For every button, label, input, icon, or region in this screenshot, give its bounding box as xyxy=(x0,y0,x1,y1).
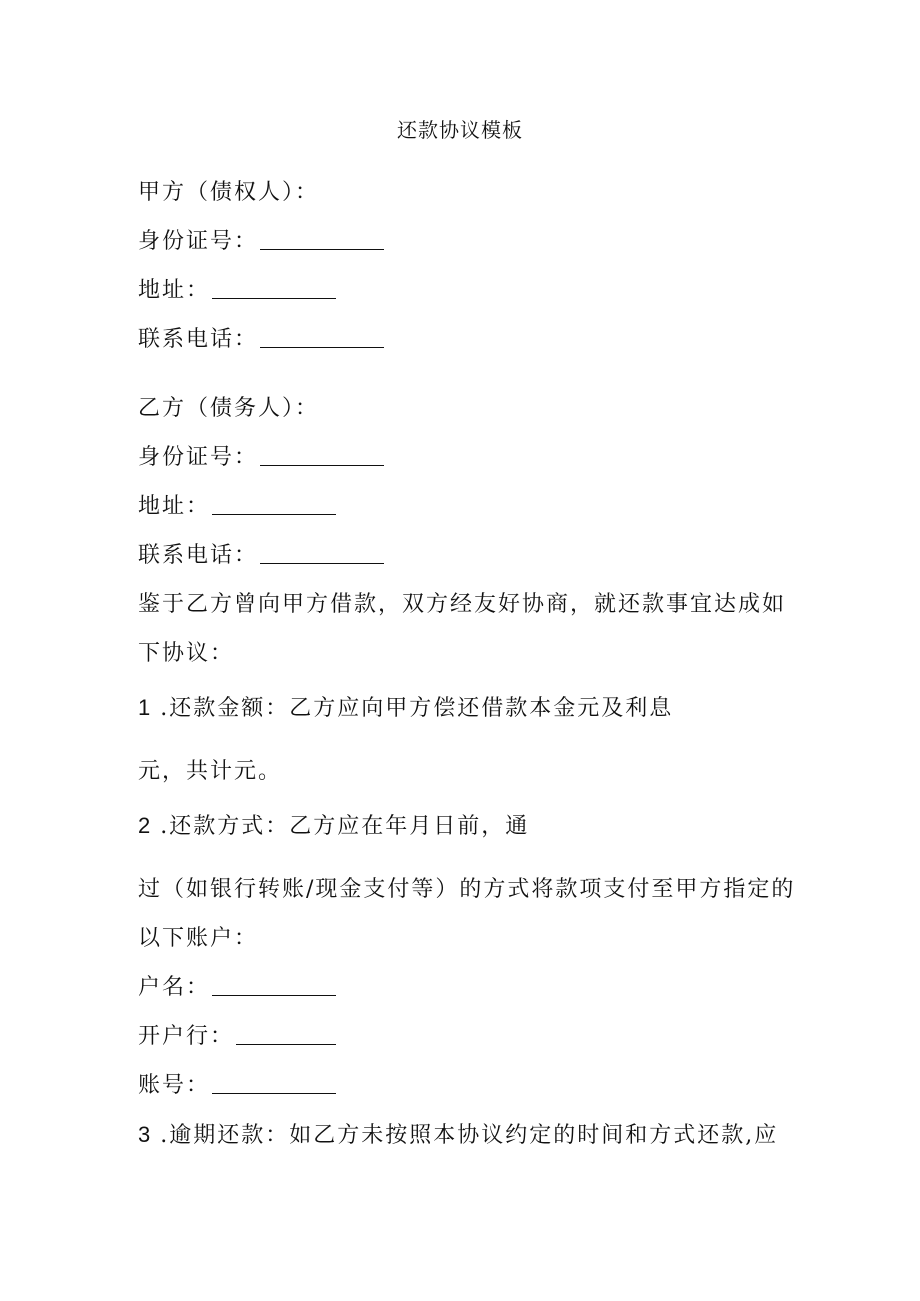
party-a-phone-label: 联系电话： xyxy=(138,327,259,352)
clause-3-text: .逾期还款：如乙方未按照本协议约定的时间和方式还款,应 xyxy=(160,1123,779,1148)
account-name-row xyxy=(138,973,336,1003)
party-a-id-row xyxy=(138,227,384,257)
party-a-heading: 甲方（债权人）： xyxy=(138,180,320,205)
account-bank-blank[interactable] xyxy=(236,1022,336,1045)
account-bank-label: 开户行： xyxy=(138,1024,235,1049)
document-title: 还款协议模板 xyxy=(397,118,523,142)
clause-1-text: .还款金额：乙方应向甲方偿还借款本金元及利息 xyxy=(160,696,674,721)
party-b-id-label: 身份证号： xyxy=(138,445,259,470)
clause-2-text: .还款方式：乙方应在年月日前，通 xyxy=(160,814,530,839)
party-b-phone-row xyxy=(138,541,384,571)
party-b-address-row xyxy=(138,492,336,522)
clause-3-number: 3 xyxy=(138,1122,151,1147)
clause-2-line-2: 过（如银行转账/现金支付等）的方式将款项支付至甲方指定的 xyxy=(138,877,796,902)
party-a-phone-blank[interactable] xyxy=(260,325,384,348)
party-b-heading: 乙方（债务人）： xyxy=(138,396,320,421)
account-name-blank[interactable] xyxy=(212,973,336,996)
clause-2-line-1 xyxy=(138,811,529,842)
clause-2-line-3: 以下账户： xyxy=(138,926,259,951)
account-name-label: 户名： xyxy=(138,975,211,1000)
party-b-address-blank[interactable] xyxy=(212,492,336,515)
party-a-id-label: 身份证号： xyxy=(138,229,259,254)
clause-1-line-2: 元，共计元。 xyxy=(138,759,283,784)
clause-1-number: 1 xyxy=(138,695,151,720)
party-a-phone-row xyxy=(138,325,384,355)
party-a-address-label: 地址： xyxy=(138,278,211,303)
party-a-id-blank[interactable] xyxy=(260,227,384,250)
account-number-blank[interactable] xyxy=(212,1071,336,1094)
clause-2-number: 2 xyxy=(138,813,151,838)
clause-3-line-1 xyxy=(138,1120,778,1151)
party-b-address-label: 地址： xyxy=(138,494,211,519)
account-number-row xyxy=(138,1071,336,1101)
party-b-id-blank[interactable] xyxy=(260,443,384,466)
party-a-address-row xyxy=(138,276,336,306)
party-b-phone-label: 联系电话： xyxy=(138,543,259,568)
intro-line-1: 鉴于乙方曾向甲方借款，双方经友好协商，就还款事宜达成如 xyxy=(138,592,787,617)
intro-line-2: 下协议： xyxy=(138,641,235,666)
account-number-label: 账号： xyxy=(138,1073,211,1098)
account-bank-row xyxy=(138,1022,336,1052)
party-a-address-blank[interactable] xyxy=(212,276,336,299)
party-b-id-row xyxy=(138,443,384,473)
clause-1-line-1 xyxy=(138,693,673,724)
party-b-phone-blank[interactable] xyxy=(260,541,384,564)
